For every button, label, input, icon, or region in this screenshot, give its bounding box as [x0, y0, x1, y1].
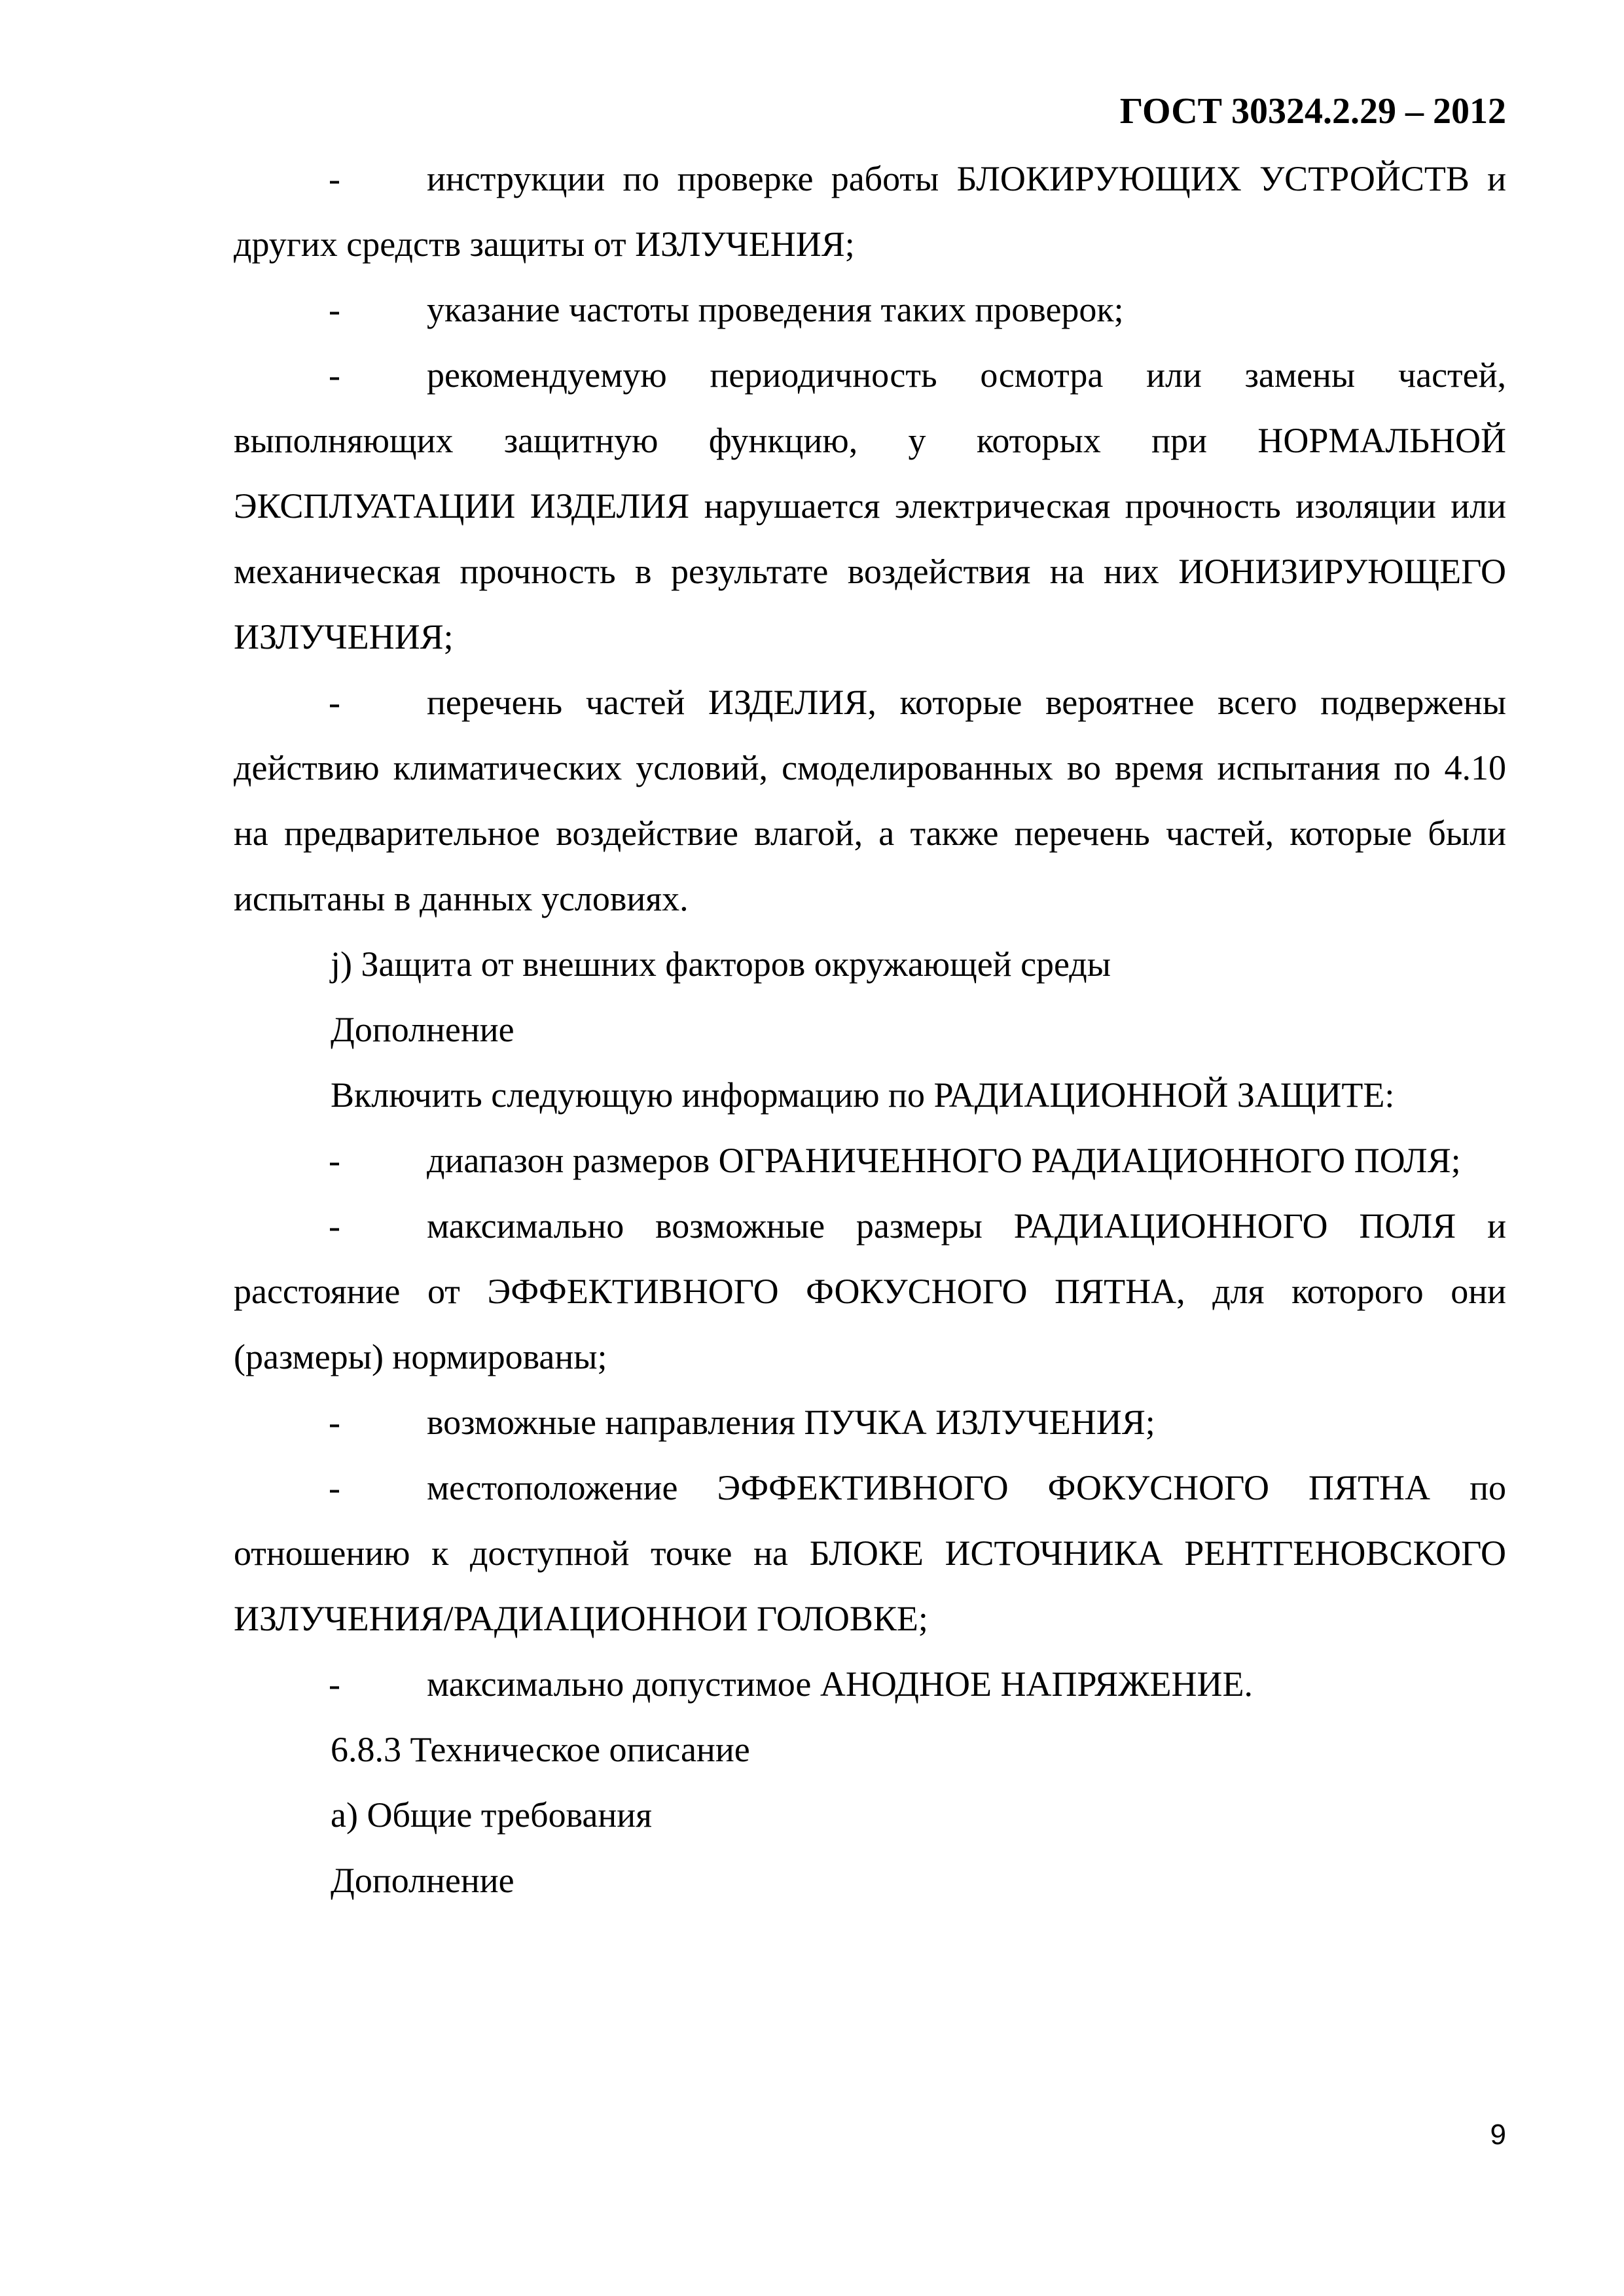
list-dash: -: [329, 290, 340, 329]
addition-label: Дополнение: [331, 1861, 514, 1900]
list-dash: -: [329, 1468, 340, 1507]
list-dash: -: [329, 683, 340, 722]
list-item-text: указание частоты проведения таких проверок;: [427, 290, 1124, 329]
radiation-protection-intro: Включить следующую информацию по РАДИАЦИОННОЙ ЗАЩИТЕ:: [331, 1075, 1395, 1115]
list-item-focal-spot-location: [234, 1455, 1506, 1651]
list-item-check-frequency: [234, 277, 1506, 342]
list-dash: -: [329, 355, 340, 395]
standard-header: ГОСТ 30324.2.29 – 2012: [1119, 91, 1506, 132]
section-heading-environment: j) Защита от внешних факторов окружающей среды: [331, 944, 1111, 984]
section-heading-technical-description: 6.8.3 Техническое описание: [331, 1730, 750, 1769]
list-item-text: максимально возможные размеры РАДИАЦИОННОГО ПОЛЯ и расстояние от ЭФФЕКТИВНОГО ФОКУСНОГО ПЯТНА, для которого они (размеры) нормированы;: [234, 1206, 1506, 1376]
list-dash: -: [329, 159, 340, 198]
list-item-text: инструкции по проверке работы БЛОКИРУЮЩИХ УСТРОЙСТВ и других средств защиты от ИЗЛУЧЕНИЯ;: [234, 159, 1506, 264]
list-item-max-anode-voltage: [234, 1651, 1506, 1717]
list-item-inspection-periodicity: [234, 342, 1506, 670]
list-item-text: диапазон размеров ОГРАНИЧЕННОГО РАДИАЦИОННОГО ПОЛЯ;: [427, 1141, 1461, 1180]
list-item-text: возможные направления ПУЧКА ИЗЛУЧЕНИЯ;: [427, 1403, 1155, 1442]
list-dash: -: [329, 1206, 340, 1246]
addition-label: Дополнение: [331, 1010, 514, 1049]
page-number: 9: [1490, 2119, 1506, 2151]
document-body: [234, 146, 1506, 1913]
list-item-text: местоположение ЭФФЕКТИВНОГО ФОКУСНОГО ПЯТНА по отношению к доступной точке на БЛОКЕ ИСТОЧНИКА РЕНТГЕНОВСКОГО ИЗЛУЧЕНИЯ/РАДИАЦИОННОИ ГОЛОВКЕ;: [234, 1468, 1506, 1638]
list-item-beam-directions: [234, 1390, 1506, 1455]
list-item-climatic-parts: [234, 670, 1506, 931]
list-dash: -: [329, 1141, 340, 1180]
list-dash: -: [329, 1403, 340, 1442]
list-item-max-field-size: [234, 1193, 1506, 1390]
list-item-text: максимально допустимое АНОДНОЕ НАПРЯЖЕНИЕ.: [427, 1664, 1253, 1704]
list-dash: -: [329, 1664, 340, 1704]
subsection-heading-general-requirements: a) Общие требования: [331, 1795, 652, 1835]
list-item-text: перечень частей ИЗДЕЛИЯ, которые вероятнее всего подвержены действию климатических условий, смоделированных во время испытания по 4.10 на предварительное воздействие влагой, а также перечень частей, которые были испытаны в данных условиях.: [234, 683, 1506, 918]
list-item-text: рекомендуемую периодичность осмотра или замены частей, выполняющих защитную функцию, у которых при НОРМАЛЬНОЙ ЭКСПЛУАТАЦИИ ИЗДЕЛИЯ нарушается электрическая прочность изоляции или механическая прочность в результате воздействия на них ИОНИЗИРУЮЩЕГО ИЗЛУЧЕНИЯ;: [234, 355, 1506, 656]
list-item-field-size-range: [234, 1128, 1506, 1193]
list-item-inspection-instructions: [234, 146, 1506, 277]
